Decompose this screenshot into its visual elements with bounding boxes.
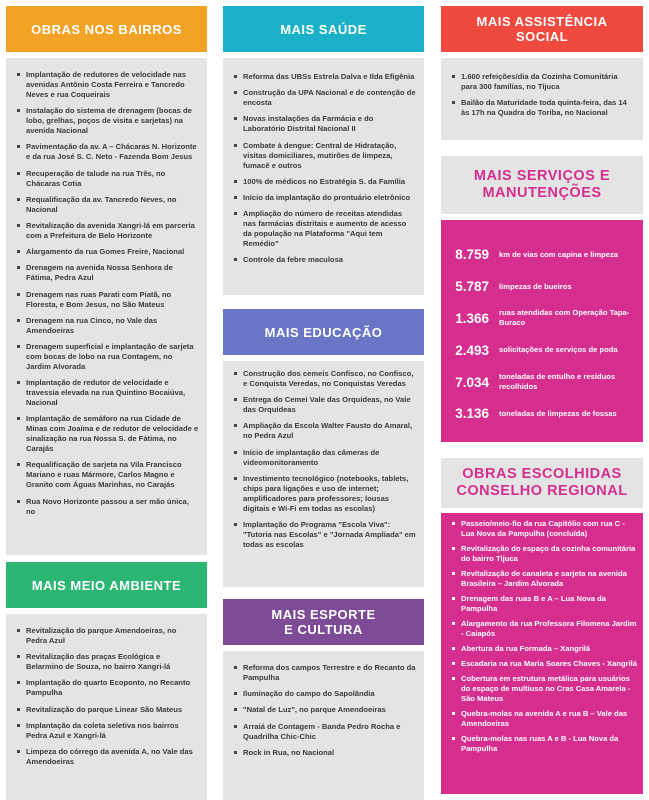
panel-obras-bairros-header bbox=[6, 6, 207, 52]
panel-educacao-title: MAIS EDUCAÇÃO bbox=[264, 324, 383, 340]
panel-servicos-title-line1: MAIS SERVIÇOS E bbox=[473, 168, 611, 184]
panel-assistencia-body bbox=[441, 58, 643, 140]
panel-esporte-title-line2: E CULTURA bbox=[284, 622, 363, 637]
panel-conselho-body bbox=[441, 513, 643, 794]
list-item: Drenagem na avenida Nossa Senhora de Fátima, Pedra Azul bbox=[16, 263, 199, 283]
list-item: Entrega do Cemei Vale das Orquídeas, no Vale das Orquídeas bbox=[233, 395, 416, 415]
list-item: Rock in Rua, no Nacional bbox=[233, 748, 416, 758]
panel-saude-body bbox=[223, 58, 424, 295]
stat-number: 2.493 bbox=[455, 342, 489, 358]
list-item: Implantação de redutores de velocidade nas avenidas Antônio Costa Ferreira e Tancredo Neves e rua Coqueirais bbox=[16, 70, 199, 100]
list-item: Implantação de redutor de velocidade e travessia elevada na rua Quintino Bocaiúva, Nacional bbox=[16, 378, 199, 408]
list-item: Revitalização do espaço da cozinha comunitária do bairro Tijuca bbox=[451, 544, 637, 564]
educacao-list bbox=[233, 369, 416, 550]
list-item: Construção da UPA Nacional e de contenção de encosta bbox=[233, 88, 416, 108]
list-item: Ampliação do número de receitas atendidas nas farmácias distritais e aumento de acesso da população na Plataforma "Aqui tem Remédio" bbox=[233, 209, 416, 249]
list-item: Implantação de semáforo na rua Cidade de Minas com Joaíma e de redutor de velocidade e sinalização na rua Nossa S. de Fátima, no Carajás bbox=[16, 414, 199, 454]
stat-number: 8.759 bbox=[455, 247, 489, 262]
panel-esporte-body bbox=[223, 651, 424, 800]
list-item: "Natal de Luz", no parque Amendoeiras bbox=[233, 705, 416, 715]
list-item: Controle da febre maculosa bbox=[233, 255, 416, 265]
list-item: Requalificação de sarjeta na Vila Francisco Mariano e ruas Mármore, Carlos Magno e Granito com Águas Marinhas, no Carajás bbox=[16, 460, 199, 490]
stat-text: toneladas de entulho e resíduos recolhidos bbox=[499, 372, 616, 391]
panel-obras-bairros-body bbox=[6, 58, 207, 555]
saude-list bbox=[233, 72, 416, 265]
list-item: Reforma das UBSs Estrela Dalva e Ilda Efigênia bbox=[233, 72, 416, 82]
panel-servicos-body bbox=[441, 220, 643, 442]
obras-bairros-list bbox=[16, 70, 199, 517]
list-item: Cobertura em estrutura metálica para usuários do espaço de multiuso no Cras Casa Amarela - São Mateus bbox=[451, 674, 637, 704]
list-item: Abertura da rua Formada – Xangrilá bbox=[451, 644, 637, 654]
panel-assistencia-header bbox=[441, 6, 643, 52]
panel-conselho-title-line1: OBRAS ESCOLHIDAS bbox=[462, 466, 622, 482]
list-item: Recuperação de talude na rua Três, no Chácaras Cotia bbox=[16, 169, 199, 189]
stat-row bbox=[441, 302, 637, 334]
stat-text: limpezas de bueiros bbox=[499, 281, 572, 291]
panel-meio-ambiente bbox=[6, 562, 207, 800]
panel-conselho-header bbox=[441, 458, 643, 508]
list-item: Drenagem na rua Cinco, no Vale das Amendoeiras bbox=[16, 316, 199, 336]
stat-row bbox=[441, 334, 637, 366]
stat-text: km de vias com capina e limpeza bbox=[499, 249, 619, 259]
panel-educacao bbox=[223, 309, 424, 587]
list-item: Implantação do quarto Ecoponto, no Recanto Pampulha bbox=[16, 678, 199, 698]
panel-conselho-regional bbox=[441, 458, 643, 794]
list-item: Limpeza do córrego da avenida A, no Vale das Amendoeiras bbox=[16, 747, 199, 767]
panel-educacao-body bbox=[223, 361, 424, 587]
list-item: Rua Novo Horizonte passou a ser mão única, no bbox=[16, 497, 199, 517]
stat-row bbox=[441, 398, 637, 429]
list-item: Revitalização de canaleta e sarjeta na avenida Brasileira – Jardim Alvorada bbox=[451, 569, 637, 589]
stat-number: 3.136 bbox=[455, 406, 489, 421]
list-item: Instalação do sistema de drenagem (bocas de lobo, grelhas, poços de visita e sarjetas) na avenida Nacional bbox=[16, 106, 199, 136]
list-item: Quebra-molas nas ruas A e B - Lua Nova da Pampulha bbox=[451, 734, 637, 754]
list-item: Arraiá de Contagem - Banda Pedro Rocha e Quadrilha Chic-Chic bbox=[233, 722, 416, 742]
list-item: Pavimentação da av. A – Chácaras N. Horizonte e da rua José S. C. Neto - Fazenda Bom Jesus bbox=[16, 142, 199, 162]
list-item: Drenagem nas ruas Parati com Piatã, no Floresta, e Bom Jesus, no São Mateus bbox=[16, 290, 199, 310]
conselho-list bbox=[451, 519, 637, 754]
panel-saude bbox=[223, 6, 424, 295]
panel-esporte-header bbox=[223, 599, 424, 645]
stat-row bbox=[441, 271, 637, 302]
panel-meio-ambiente-title: MAIS MEIO AMBIENTE bbox=[31, 577, 182, 593]
panel-assistencia-social bbox=[441, 6, 643, 140]
list-item: Revitalização do parque Linear São Mateus bbox=[16, 705, 199, 715]
list-item: Reforma dos campos Terrestre e do Recanto da Pampulha bbox=[233, 663, 416, 683]
list-item: Iluminação do campo do Sapolândia bbox=[233, 689, 416, 699]
list-item: Implantação da coleta seletiva nos bairros Pedra Azul e Xangri-lá bbox=[16, 721, 199, 741]
list-item: 100% de médicos no Estratégia S. da Família bbox=[233, 177, 416, 187]
panel-saude-title: MAIS SAÚDE bbox=[280, 21, 367, 37]
assistencia-list bbox=[451, 72, 635, 118]
list-item: Início da implantação do prontuário eletrônico bbox=[233, 193, 416, 203]
stat-text: solicitações de serviços de poda bbox=[499, 345, 618, 354]
list-item: Alargamento da rua Gomes Freire, Nacional bbox=[16, 247, 199, 257]
list-item: Implantação do Programa "Escola Viva": "Tutoria nas Escolas" e "Jornada Ampliada" em todas as escolas bbox=[233, 520, 416, 550]
list-item: Drenagem das ruas B e A – Lua Nova da Pampulha bbox=[451, 594, 637, 614]
panel-conselho-title-line2: CONSELHO REGIONAL bbox=[456, 483, 628, 499]
list-item: Início de implantação das câmeras de videomonitoramento bbox=[233, 448, 416, 468]
list-item: Passeio/meio-fio da rua Capitólio com rua C - Lua Nova da Pampulha (concluída) bbox=[451, 519, 637, 539]
panel-saude-header bbox=[223, 6, 424, 52]
list-item: Novas instalações da Farmácia e do Laboratório Distrital Nacional II bbox=[233, 114, 416, 134]
panel-assistencia-title-line1: MAIS ASSISTÊNCIA bbox=[476, 14, 608, 29]
meio-ambiente-list bbox=[16, 626, 199, 767]
panel-esporte-title-line1: MAIS ESPORTE bbox=[271, 607, 376, 622]
list-item: Alargamento da rua Professora Filomena Jardim - Caiapós bbox=[451, 619, 637, 639]
panel-educacao-header bbox=[223, 309, 424, 355]
esporte-list bbox=[233, 663, 416, 758]
panel-meio-ambiente-body bbox=[6, 614, 207, 800]
stat-number: 7.034 bbox=[455, 374, 489, 390]
stat-text: ruas atendidas com Operação Tapa-Buraco bbox=[499, 308, 630, 327]
panel-meio-ambiente-header bbox=[6, 562, 207, 608]
list-item: Revitalização das praças Ecológica e Belarmino de Souza, no bairro Xangri-lá bbox=[16, 652, 199, 672]
panel-servicos-manutencoes bbox=[441, 156, 643, 442]
panel-servicos-title-line2: MANUTENÇÕES bbox=[482, 185, 602, 201]
panel-assistencia-title-line2: SOCIAL bbox=[515, 29, 569, 44]
list-item: Combate à dengue: Central de Hidratação, visitas domiciliares, mutirões de limpeza, fumacê e outros bbox=[233, 141, 416, 171]
panel-obras-bairros-title: OBRAS NOS BAIRROS bbox=[31, 21, 182, 37]
list-item: 1.600 refeições/dia da Cozinha Comunitária para 300 famílias, no Tijuca bbox=[451, 72, 635, 92]
stat-row bbox=[441, 366, 637, 398]
list-item: Revitalização da avenida Xangri-lá em parceria com a Prefeitura de Belo Horizonte bbox=[16, 221, 199, 241]
list-item: Requalificação da av. Tancredo Neves, no Nacional bbox=[16, 195, 199, 215]
list-item: Drenagem superficial e implantação de sarjeta com bocas de lobo na rua Contagem, no Jardim Alvorada bbox=[16, 342, 199, 372]
list-item: Revitalização do parque Amendoeiras, no Pedra Azul bbox=[16, 626, 199, 646]
stat-row bbox=[441, 238, 637, 271]
panel-obras-bairros bbox=[6, 6, 207, 555]
stat-text: toneladas de limpezas de fossas bbox=[499, 408, 617, 418]
list-item: Bailão da Maturidade toda quinta-feira, das 14 às 17h na Quadra do Toriba, no Nacional bbox=[451, 98, 635, 118]
list-item: Construção dos cemeis Confisco, no Confisco, e Conquista Veredas, no Conquistas Veredas bbox=[233, 369, 416, 389]
list-item: Ampliação da Escola Walter Fausto do Amaral, no Pedra Azul bbox=[233, 421, 416, 441]
list-item: Investimento tecnológico (notebooks, tablets, chips para ligações e uso de internet; amplificadores para professores; lousas digitais e Wi-Fi em todas as escolas) bbox=[233, 474, 416, 514]
stat-number: 1.366 bbox=[455, 310, 489, 326]
panel-esporte-cultura bbox=[223, 599, 424, 800]
list-item: Quebra-molas na avenida A e rua B – Vale das Amendoeiras bbox=[451, 709, 637, 729]
stat-number: 5.787 bbox=[455, 279, 489, 294]
panel-servicos-header bbox=[441, 156, 643, 214]
list-item: Escadaria na rua Maria Soares Chaves - Xangrilá bbox=[451, 659, 637, 669]
